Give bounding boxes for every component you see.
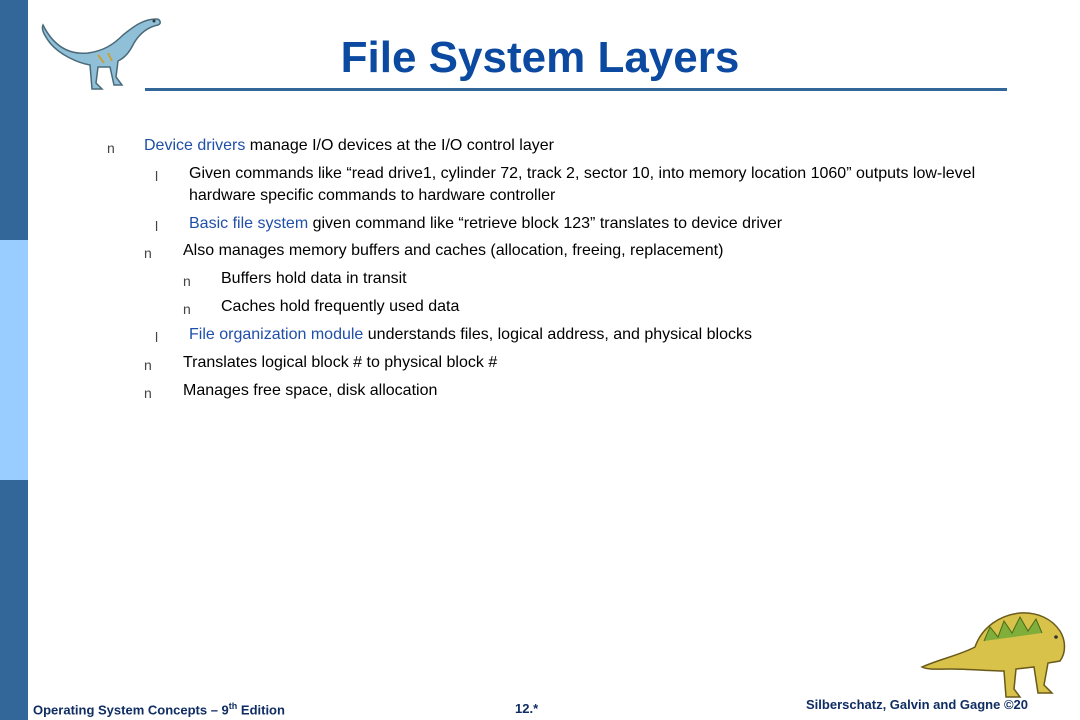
sidebar-band-middle (0, 240, 28, 480)
bullet-text: understands files, logical address, and physical blocks (363, 326, 752, 343)
bullet-text: Translates logical block # to physical block # (183, 354, 498, 371)
footer-book-title-text: Operating System Concepts – 9 (33, 702, 229, 718)
footer-authors: Silberschatz, Galvin and Gagne ©20 (806, 697, 1028, 712)
bullet-translates-blocks (183, 352, 497, 374)
bullet-text: Also manages memory buffers and caches (allocation, freeing, replacement) (183, 242, 724, 259)
bullet-marker: n (144, 357, 152, 373)
bullet-marker: n (144, 245, 152, 261)
footer-page-number: 12.* (515, 701, 539, 716)
term-basic-file-system: Basic file system (189, 215, 309, 232)
bullet-basic-file-system (189, 213, 782, 235)
bullet-caches (221, 296, 459, 318)
bullet-text: manage I/O devices at the I/O control layer (245, 137, 554, 154)
bullet-text: given command like “retrieve block 123” translates to device driver (308, 215, 783, 232)
sidebar-decoration (0, 0, 28, 720)
bullet-buffers (221, 268, 407, 290)
bullet-memory-buffers (183, 240, 723, 262)
footer-book-title (33, 701, 285, 717)
bullet-marker: l (155, 218, 159, 234)
bullet-marker: n (107, 140, 115, 156)
bullet-free-space (183, 380, 437, 402)
bullet-given-commands (189, 163, 1044, 207)
dinosaur-logo-bottom (920, 597, 1070, 702)
bullet-text: Caches hold frequently used data (221, 298, 460, 315)
title-underline (145, 88, 1007, 91)
bullet-text: Manages free space, disk allocation (183, 382, 438, 399)
bullet-marker: n (144, 385, 152, 401)
bullet-text: Buffers hold data in transit (221, 270, 407, 287)
slide-title: File System Layers (340, 33, 740, 82)
term-file-organization-module: File organization module (189, 326, 364, 343)
footer-superscript: th (228, 701, 238, 711)
bullet-device-drivers (144, 135, 554, 157)
bullet-marker: n (183, 301, 191, 317)
bullet-marker: n (183, 273, 191, 289)
bullet-marker: l (155, 168, 159, 184)
bullet-text: Given commands like “read drive1, cylinder 72, track 2, sector 10, into memory location 1060” outputs low-level hardware specific commands to hardware controller (189, 165, 976, 204)
footer-edition-text: Edition (237, 702, 285, 718)
sidebar-band-bottom (0, 480, 28, 720)
bullet-marker: l (155, 329, 159, 345)
term-device-drivers: Device drivers (144, 137, 246, 154)
bullet-file-organization (189, 324, 752, 346)
